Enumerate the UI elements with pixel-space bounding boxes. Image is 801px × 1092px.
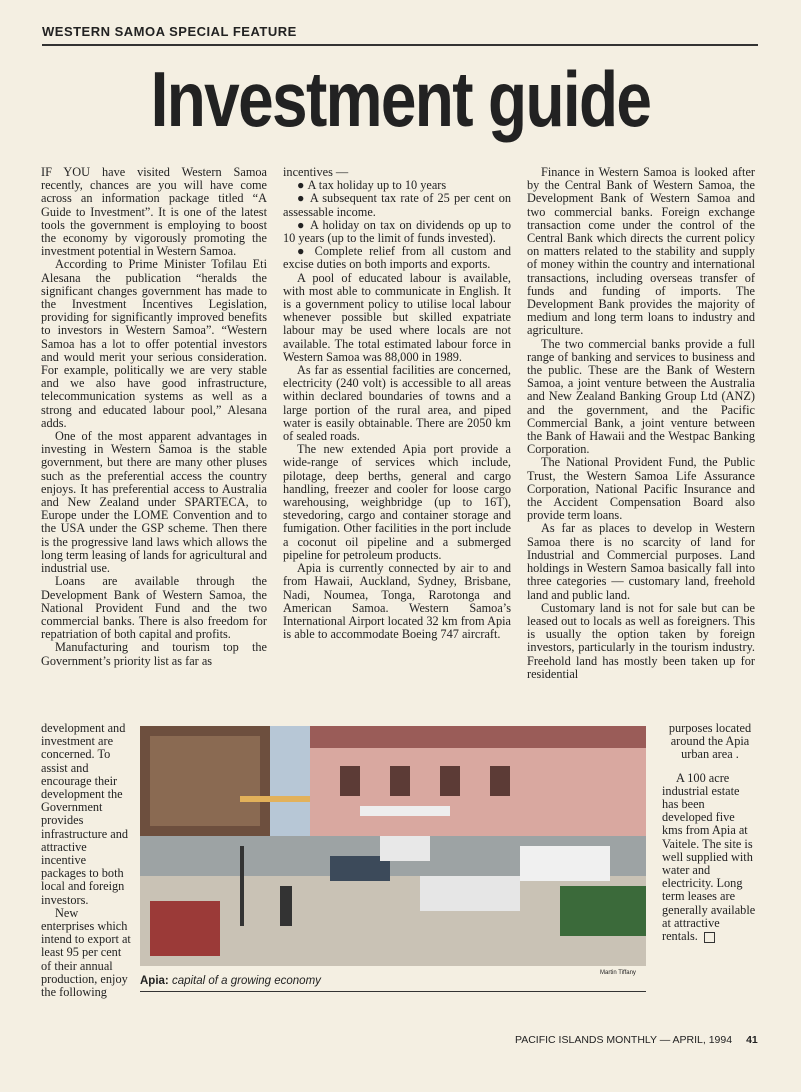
photo-credit: Martin Tiffany [600, 970, 636, 976]
closing-paragraph: A 100 acre industrial estate has been developed five kms from Apia at Vaitele. The site is well supplied with water and electricity. Long term leases are generally available at attractive rentals. [662, 770, 756, 944]
paragraph: Manufacturing and tourism top the Government’s priority list as far as [41, 640, 267, 668]
street-scene-illustration [140, 726, 646, 966]
headline: Investment guide [150, 55, 651, 143]
paragraph: Apia is currently connected by air to and from Hawaii, Auckland, Sydney, Brisbane, Nadi, Noumea, Tonga, Rarotonga and American Samoa. Western Samoa’s International Airport located 32 km from Apia is able to accommodate Boeing 747 aircraft. [283, 561, 511, 642]
caption-place: Apia: [140, 975, 169, 987]
paragraph: One of the most apparent advantages in investing in Western Samoa is the stable government, but there are many other pluses such as the preferential access the country enjoys. It has preferential access to Australia and New Zealand under SPARTECA, to Europe under the LOME Convention and to the USA under the GSP scheme. Then there is the progressive land laws which allows the long term leasing of lands for agricultural and industrial use. [41, 429, 267, 576]
paragraph: Loans are available through the Development Bank of Western Samoa, the National Provident Fund and the two commercial banks. There is also freedom for repatriation of both capital and profits. [41, 574, 267, 642]
paragraph: The National Provident Fund, the Public Trust, the Western Samoa Life Assurance Corporation, National Pacific Insurance and the Accident Compensation Board also provide term loans. [527, 455, 755, 523]
paragraph: incentives — [283, 165, 349, 179]
paragraph [662, 772, 758, 944]
bullet-item: ● Complete relief from all custom and excise duties on both imports and exports. [283, 245, 511, 271]
street-photo [140, 726, 646, 966]
paragraph: purposes located around the Apia urban area . [668, 721, 752, 762]
column-3 [527, 166, 755, 681]
publication-name: PACIFIC ISLANDS MONTHLY — APRIL, 1994 [515, 1034, 733, 1046]
column-3-wrap [662, 722, 758, 943]
bullet-item: ● A tax holiday up to 10 years [283, 179, 511, 192]
caption-text: capital of a growing economy [171, 975, 321, 987]
end-mark-icon [704, 932, 715, 943]
column-1-wrap [41, 722, 133, 999]
page-footer [515, 1034, 758, 1046]
paragraph: As far as places to develop in Western Samoa there is no scarcity of land for Industrial and Commercial purposes. Land holdings in Western Samoa basically fall into three categories — customary land, freehold land and public land. [527, 521, 755, 602]
photo-caption [140, 975, 646, 987]
paragraph: New enterprises which intend to export at least 95 per cent of their annual production, enjoy the following [41, 905, 131, 1000]
section-header: WESTERN SAMOA SPECIAL FEATURE [42, 24, 297, 39]
paragraph: Finance in Western Samoa is looked after by the Central Bank of Western Samoa, the Development Bank of Western Samoa and two commercial banks. Foreign exchange transaction come under the control of the Central Bank which directs the current policy on matters related to the stability and supply of money within the country and international transactions, including overseas transfer of funds and funding of imports. The Development Bank provides the majority of medium and long term loans to industry and agriculture. [527, 165, 755, 338]
paragraph: According to Prime Minister Tofilau Eti Alesana the publication “heralds the significant changes government has made to the Investment Incentives Legislation, providing for significantly improved benefits to investors in Western Samoa”. “Western Samoa has a lot to offer potential investors and would merit your serious consideration. For example, politically we are very stable and we also have good infrastructure, telecommunication systems as well as a strong and educated labour pool,” Alesana adds. [41, 257, 267, 430]
caption-rule [140, 991, 646, 992]
paragraph: The new extended Apia port provide a wide-range of services which include, pilotage, deep berths, general and cargo handling, freezer and cooler for loose cargo warehousing, weighbridge (up to 16T), stevedoring, cargo and container storage and fumigation. Other facilities in the port include a coconut oil pipeline and a submerged pipeline for petroleum products. [283, 442, 511, 562]
paragraph: As far as essential facilities are concerned, electricity (240 volt) is accessible to all areas within declared boundaries of towns and a large portion of the rural area, and piped water is easily obtainable. There are 2050 km of sealed roads. [283, 363, 511, 444]
paragraph: IF YOU have visited Western Samoa recently, chances are you will have come across an information package titled “A Guide to Investment”. It is one of the latest tools the government is employing to boost the economy by vigorously promoting the investment potential in Western Samoa. [41, 165, 267, 259]
paragraph: The two commercial banks provide a full range of banking and services to business and the public. These are the Bank of Western Samoa, a joint venture between the Australia and New Zealand Banking Group Ltd (ANZ) and the government, and the Pacific Commercial Bank, a joint venture between the Bank of Hawaii and the Westpac Banking Corporation. [527, 336, 755, 457]
bullet-item: ● A holiday on tax on dividends op up to 10 years (up to the limit of funds invested). [283, 219, 511, 245]
bullet-item: ● A subsequent tax rate of 25 per cent on assessable income. [283, 192, 511, 218]
column-1 [41, 166, 267, 668]
paragraph: Customary land is not for sale but can be leased out to locals as well as foreigners. This is usually the option taken by foreign investors, particularly in the tourism industry. Freehold land has mostly been taken up for residential [527, 600, 755, 681]
column-2 [283, 166, 511, 641]
paragraph: A pool of educated labour is available, with most able to communicate in English. It is a government policy to utilise local labour whenever possible but skilled expatriate labour may be used where locals are not available. The total estimated labour force in Western Samoa was 88,000 in 1989. [283, 270, 511, 364]
paragraph: development and investment are concerned. To assist and encourage their development the Government provides infrastructure and attractive incentive packages to both local and foreign investors. [41, 721, 129, 907]
header-rule [42, 44, 758, 46]
page-number: 41 [746, 1034, 758, 1046]
